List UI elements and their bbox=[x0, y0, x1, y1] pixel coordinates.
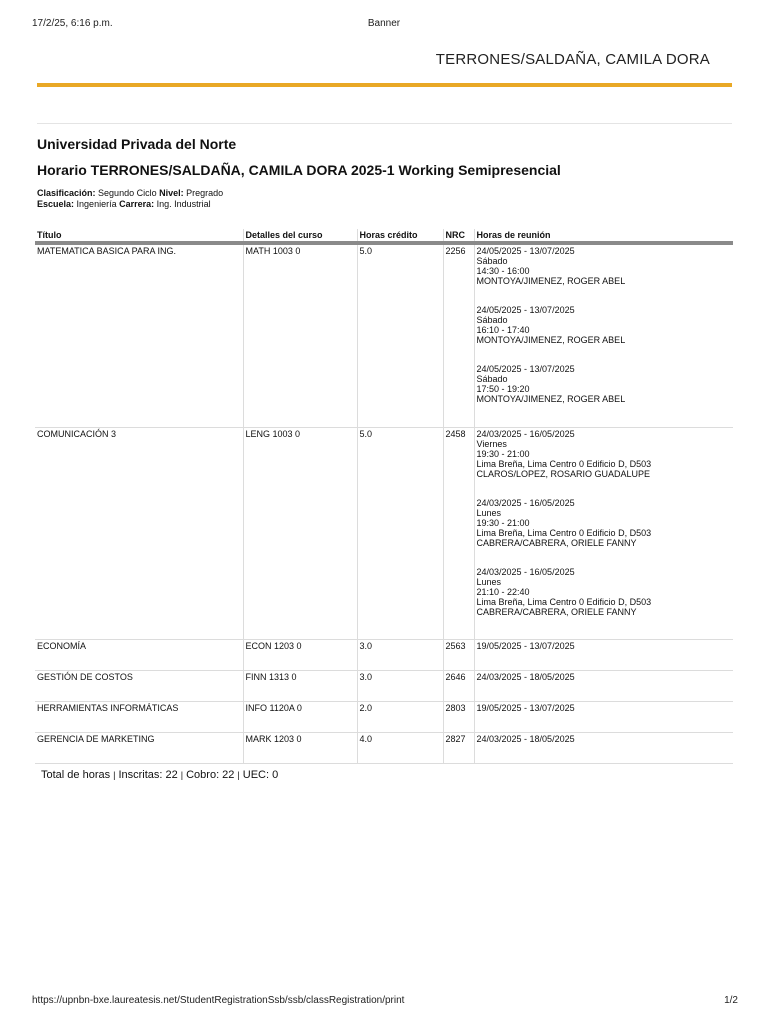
meeting-dates: 19/05/2025 - 13/07/2025 bbox=[476, 702, 575, 713]
classification-line bbox=[37, 188, 223, 199]
meeting-time: 19:30 - 21:00 bbox=[476, 517, 530, 528]
table-row bbox=[35, 427, 733, 639]
header-meeting-times: Horas de reunión bbox=[474, 229, 733, 243]
meeting-times bbox=[474, 243, 733, 427]
meeting-times bbox=[474, 701, 733, 732]
level-value: Pregrado bbox=[186, 188, 224, 198]
print-header bbox=[32, 18, 736, 32]
meeting-dates: 24/05/2025 - 13/07/2025 bbox=[476, 305, 575, 315]
meeting-block bbox=[477, 734, 732, 744]
header-title: Título bbox=[35, 229, 243, 243]
meeting-block bbox=[477, 364, 732, 404]
credit-hours: 3.0 bbox=[357, 639, 443, 670]
course-details: ECON 1203 0 bbox=[243, 639, 357, 670]
table-row bbox=[35, 732, 733, 763]
header-course-details: Detalles del curso bbox=[243, 229, 357, 243]
meeting-block bbox=[477, 672, 732, 682]
accent-bar bbox=[37, 83, 732, 87]
meeting-dates: 19/05/2025 - 13/07/2025 bbox=[476, 640, 575, 651]
divider bbox=[37, 123, 732, 124]
header-credit-hours: Horas crédito bbox=[357, 229, 443, 243]
meeting-block bbox=[477, 703, 732, 713]
meeting-dates: 24/03/2025 - 16/05/2025 bbox=[476, 566, 575, 577]
page-number: 1/2 bbox=[724, 995, 738, 1006]
level-label: Nivel: bbox=[159, 188, 184, 198]
school-label: Escuela: bbox=[37, 199, 75, 209]
university-name: Universidad Privada del Norte bbox=[37, 136, 237, 152]
meeting-dates: 24/05/2025 - 13/07/2025 bbox=[476, 364, 575, 374]
meeting-times bbox=[474, 732, 733, 763]
classification-value: Segundo Ciclo bbox=[98, 188, 157, 198]
meeting-block bbox=[477, 498, 732, 548]
meeting-times bbox=[474, 427, 733, 639]
course-title: GERENCIA DE MARKETING bbox=[35, 732, 243, 763]
course-details: INFO 1120A 0 bbox=[243, 701, 357, 732]
meeting-day: Sábado bbox=[476, 315, 508, 325]
meeting-dates: 24/05/2025 - 13/07/2025 bbox=[476, 246, 575, 256]
credit-hours: 2.0 bbox=[357, 701, 443, 732]
course-title: COMUNICACIÓN 3 bbox=[35, 427, 243, 639]
total-enrolled: Inscritas: 22 bbox=[118, 769, 178, 781]
meeting-time: 14:30 - 16:00 bbox=[476, 266, 530, 276]
meeting-block bbox=[477, 567, 732, 617]
course-title: ECONOMÍA bbox=[35, 639, 243, 670]
nrc: 2646 bbox=[443, 670, 474, 701]
meeting-times bbox=[474, 670, 733, 701]
meeting-day: Sábado bbox=[476, 256, 508, 266]
school-value: Ingeniería bbox=[76, 199, 117, 209]
schedule-title: Horario TERRONES/SALDAÑA, CAMILA DORA 2025-1 Working Semipresencial bbox=[37, 162, 561, 178]
meeting-day: Sábado bbox=[476, 374, 508, 384]
nrc: 2458 bbox=[443, 427, 474, 639]
meeting-dates: 24/03/2025 - 16/05/2025 bbox=[476, 428, 575, 439]
credit-hours: 5.0 bbox=[357, 427, 443, 639]
nrc: 2827 bbox=[443, 732, 474, 763]
table-header-row bbox=[35, 229, 733, 243]
nrc: 2563 bbox=[443, 639, 474, 670]
meeting-block bbox=[477, 305, 732, 345]
total-hours: Total de horas | Inscritas: 22 | Cobro: 22 | UEC: 0 bbox=[41, 769, 279, 781]
total-uec: UEC: 0 bbox=[242, 769, 279, 781]
meeting-instructor: MONTOYA/JIMENEZ, ROGER ABEL bbox=[476, 276, 626, 286]
table-row bbox=[35, 243, 733, 427]
nrc: 2256 bbox=[443, 243, 474, 427]
course-details: MATH 1003 0 bbox=[243, 243, 357, 427]
course-title: HERRAMIENTAS INFORMÁTICAS bbox=[35, 701, 243, 732]
meeting-time: 16:10 - 17:40 bbox=[476, 325, 530, 335]
meeting-instructor: CABRERA/CABRERA, ORIELE FANNY bbox=[476, 537, 637, 548]
student-name: TERRONES/SALDAÑA, CAMILA DORA bbox=[435, 51, 710, 68]
nrc: 2803 bbox=[443, 701, 474, 732]
classification-label: Clasificación: bbox=[37, 188, 96, 198]
school-line bbox=[37, 199, 211, 210]
meeting-location: Lima Breña, Lima Centro 0 Edificio D, D503 bbox=[476, 527, 652, 538]
meeting-time: 17:50 - 19:20 bbox=[476, 384, 530, 394]
header-nrc: NRC bbox=[443, 229, 474, 243]
meeting-block bbox=[477, 429, 732, 479]
credit-hours: 3.0 bbox=[357, 670, 443, 701]
meeting-time: 21:10 - 22:40 bbox=[476, 586, 530, 597]
total-hours-label: Total de horas bbox=[41, 769, 111, 781]
table-row bbox=[35, 670, 733, 701]
table-row bbox=[35, 701, 733, 732]
meeting-dates: 24/03/2025 - 18/05/2025 bbox=[476, 671, 575, 682]
meeting-instructor: MONTOYA/JIMENEZ, ROGER ABEL bbox=[476, 335, 626, 345]
meeting-location: Lima Breña, Lima Centro 0 Edificio D, D503 bbox=[476, 458, 652, 469]
course-title: GESTIÓN DE COSTOS bbox=[35, 670, 243, 701]
meeting-block bbox=[477, 246, 732, 286]
meeting-instructor: MONTOYA/JIMENEZ, ROGER ABEL bbox=[476, 394, 626, 404]
course-details: MARK 1203 0 bbox=[243, 732, 357, 763]
meeting-location: Lima Breña, Lima Centro 0 Edificio D, D503 bbox=[476, 596, 652, 607]
meeting-instructor: CABRERA/CABRERA, ORIELE FANNY bbox=[476, 606, 637, 617]
print-page-title: Banner bbox=[367, 18, 401, 29]
meeting-day: Lunes bbox=[476, 507, 502, 518]
credit-hours: 5.0 bbox=[357, 243, 443, 427]
meeting-day: Lunes bbox=[476, 576, 502, 587]
meeting-dates: 24/03/2025 - 18/05/2025 bbox=[476, 733, 575, 744]
print-url: https://upnbn-bxe.laureatesis.net/StudentRegistrationSsb/ssb/classRegistration/print bbox=[32, 995, 405, 1006]
credit-hours: 4.0 bbox=[357, 732, 443, 763]
career-label: Carrera: bbox=[119, 199, 155, 209]
meeting-dates: 24/03/2025 - 16/05/2025 bbox=[476, 497, 575, 508]
career-value: Ing. Industrial bbox=[156, 199, 211, 209]
meeting-time: 19:30 - 21:00 bbox=[476, 448, 530, 459]
meeting-block bbox=[477, 641, 732, 651]
table-row bbox=[35, 639, 733, 670]
meeting-instructor: CLAROS/LOPEZ, ROSARIO GUADALUPE bbox=[476, 468, 651, 479]
schedule-table bbox=[35, 229, 733, 764]
total-billed: Cobro: 22 bbox=[186, 769, 235, 781]
meeting-times bbox=[474, 639, 733, 670]
print-date: 17/2/25, 6:16 p.m. bbox=[32, 18, 113, 29]
meeting-day: Viernes bbox=[476, 438, 507, 449]
course-title: MATEMATICA BASICA PARA ING. bbox=[35, 243, 243, 427]
course-details: LENG 1003 0 bbox=[243, 427, 357, 639]
course-details: FINN 1313 0 bbox=[243, 670, 357, 701]
